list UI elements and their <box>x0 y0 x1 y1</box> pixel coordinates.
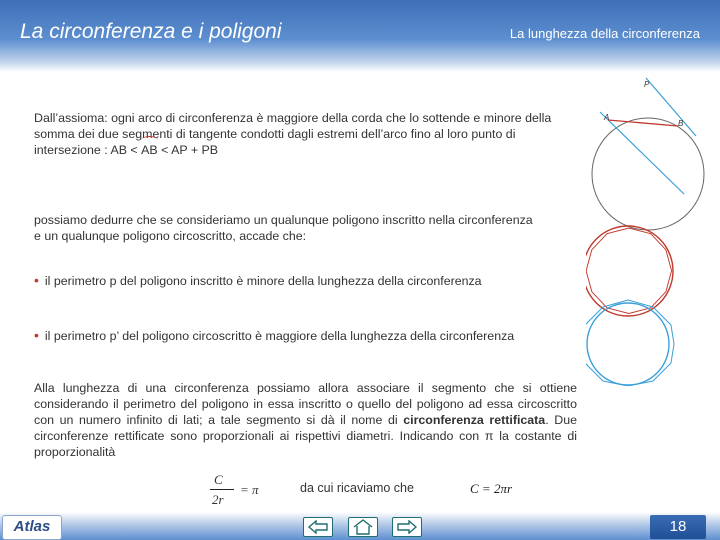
atlas-logo: Atlas <box>2 515 62 540</box>
tangent-figure <box>592 78 704 230</box>
formula-middle-text: da cui ricaviamo che <box>300 481 414 495</box>
label-b: B <box>678 119 684 128</box>
arrow-right-icon <box>396 520 418 534</box>
home-icon <box>352 519 374 535</box>
label-a: A <box>604 113 610 122</box>
header-bar <box>0 0 720 72</box>
conclusion-part1: Alla lunghezza di una circonferenza possiamo allora associare il segmento che si ottiene considerando il perimetro del poligono in essa inscritto o quello del poligono ad essa circoscritto con un numero infinito di lati; a tale segmento si dà il nome di <box>34 381 577 427</box>
axiom-prefix: Dall’assioma: ogni arco di circonferenza è maggiore della corda che lo sottende e minore della somma dei due segmenti di tangente condotti dagli estremi dell’arco fino al loro punto di intersezione : AB < <box>34 111 552 157</box>
arrow-left-icon <box>307 520 329 534</box>
bullet-circumscribed-text: il perimetro p’ del poligono circoscritto è maggiore della lunghezza della circonferenza <box>44 329 515 343</box>
page-title: La circonferenza e i poligoni <box>20 20 282 43</box>
next-button[interactable] <box>392 517 422 537</box>
arc-ab: AB <box>141 143 158 157</box>
page-subtitle: La lunghezza della circonferenza <box>509 26 700 41</box>
ratio-formula <box>210 470 260 510</box>
bullet-inscribed <box>34 272 574 289</box>
page-number: 18 <box>650 515 706 539</box>
deduction-text: possiamo dedurre che se consideriamo un qualunque poligono inscritto nella circonferenza e un qualunque poligono circoscritto, accade che: <box>34 213 533 243</box>
bullet-dot-icon: • <box>34 327 39 343</box>
axiom-suffix: < AP + PB <box>157 143 219 157</box>
conclusion-text <box>34 380 577 460</box>
fraction-bar <box>210 489 234 490</box>
formula-denominator: 2r <box>212 492 224 507</box>
bullet-dot-icon: • <box>34 272 39 288</box>
conclusion-bold: circonferenza rettificata <box>403 413 546 427</box>
label-p: P <box>644 80 650 89</box>
formula-numerator: C <box>214 472 223 487</box>
prev-button[interactable] <box>303 517 333 537</box>
conclusion-part2: . Due circonferenze rettificate sono proporzionali ai rispettivi diametri. Indicando con π la costante di proporzionalità <box>34 413 577 459</box>
circle-figures <box>586 76 720 386</box>
bullet-inscribed-text: il perimetro p del poligono inscritto è minore della lunghezza della circonferenza <box>44 274 482 288</box>
home-button[interactable] <box>348 517 378 537</box>
result-formula: C = 2πr <box>470 481 513 496</box>
formula-rhs: = π <box>240 482 259 497</box>
bullet-circumscribed <box>34 327 594 344</box>
axiom-text <box>34 110 574 158</box>
